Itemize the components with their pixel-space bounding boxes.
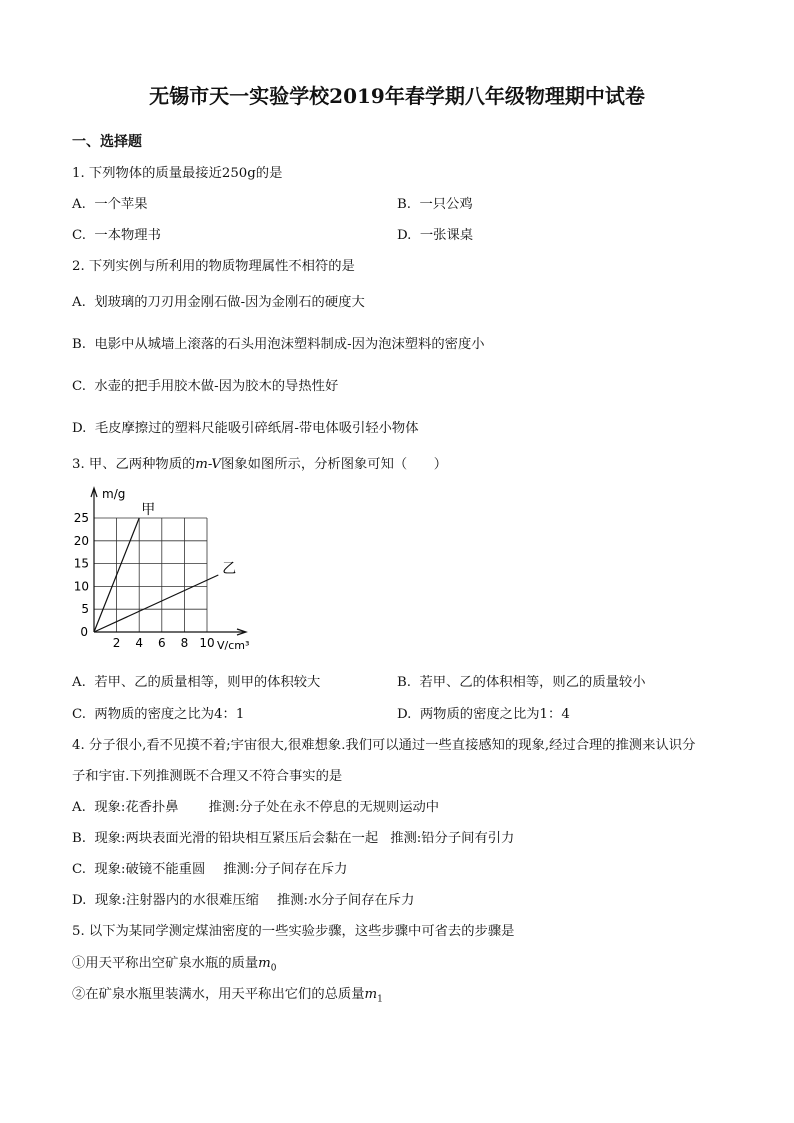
option-letter: B. xyxy=(397,675,411,690)
option-letter: C. xyxy=(72,862,86,877)
chart-grid xyxy=(94,518,207,632)
option-text: 电影中从城墙上滚落的石头用泡沫塑料制成-因为泡沫塑料的密度小 xyxy=(94,337,485,352)
option-text: 若甲、乙的质量相等，则甲的体积较大 xyxy=(94,675,321,690)
option-phenomenon: 现象:破镜不能重圆 xyxy=(94,862,206,877)
q3-option-a[interactable] xyxy=(72,671,320,690)
x-tick-label: 4 xyxy=(135,636,144,650)
q1-option-c[interactable] xyxy=(72,224,161,243)
q3-option-d[interactable] xyxy=(397,703,570,722)
y-tick-label: 10 xyxy=(73,579,89,594)
q1-option-d[interactable] xyxy=(397,224,473,243)
option-text: 划玻璃的刀刃用金刚石做-因为金刚石的硬度大 xyxy=(94,295,365,310)
q3-stem-pre: 3. 甲、乙两种物质的 xyxy=(72,457,196,472)
step-subscript: 0 xyxy=(270,963,277,974)
option-letter: A. xyxy=(72,295,86,310)
option-phenomenon: 现象:花香扑鼻 xyxy=(94,800,179,815)
q4-stem-line1: 4. 分子很小,看不见摸不着;宇宙很大,很难想象.我们可以通过一些直接感知的现象,经过合理的推测来认识分 xyxy=(72,738,696,753)
option-letter: D. xyxy=(72,893,87,908)
section-heading: 一、选择题 xyxy=(72,134,142,150)
option-letter: B. xyxy=(72,831,86,846)
step-text: ②在矿泉水瓶里装满水，用天平称出它们的总质量 xyxy=(72,987,365,1002)
q1-stem: 1. 下列物体的质量最接近250g的是 xyxy=(72,166,283,181)
option-letter: A. xyxy=(72,800,86,815)
option-inference: 推测:水分子间存在斥力 xyxy=(276,893,415,908)
y-tick-label: 15 xyxy=(73,556,89,571)
q5-stem: 5. 以下为某同学测定煤油密度的一些实验步骤，这些步骤中可省去的步骤是 xyxy=(72,924,515,939)
mv-chart xyxy=(60,482,290,657)
option-letter: C. xyxy=(72,379,86,394)
q4-option-c[interactable] xyxy=(72,858,347,877)
y-tick-label: 5 xyxy=(81,602,89,617)
page-title: 无锡市天一实验学校2019年春学期八年级物理期中试卷 xyxy=(149,84,645,108)
q5-step-1 xyxy=(72,952,277,974)
q2-option-d[interactable] xyxy=(72,417,419,436)
y-tick-label: 20 xyxy=(73,533,89,548)
x-axis-label: V/cm³ xyxy=(217,639,250,652)
q1-option-b[interactable] xyxy=(397,193,473,212)
q4-stem-line2: 子和宇宙.下列推测既不合理又不符合事实的是 xyxy=(72,769,343,784)
q2-option-b[interactable] xyxy=(72,333,485,352)
x-tick-label: 8 xyxy=(180,636,189,650)
option-text: 一只公鸡 xyxy=(419,197,473,212)
option-inference: 推测:分子间存在斥力 xyxy=(223,862,348,877)
option-text: 一张课桌 xyxy=(419,228,474,243)
q3-stem-post: 图象如图所示，分析图象可知（ ） xyxy=(221,457,448,472)
option-letter: D. xyxy=(397,707,412,722)
y-axis-label: m/g xyxy=(102,487,126,501)
series-label-yi: 乙 xyxy=(222,561,237,577)
option-letter: A. xyxy=(72,197,86,212)
step-variable: m xyxy=(364,987,378,1002)
option-text: 两物质的密度之比为1：4 xyxy=(419,707,570,722)
q3-stem-variable: m-V xyxy=(195,457,222,472)
option-inference: 推测:分子处在永不停息的无规则运动中 xyxy=(208,800,440,815)
option-phenomenon: 现象:注射器内的水很难压缩 xyxy=(94,893,259,908)
option-text: 一个苹果 xyxy=(94,197,148,212)
chart-series xyxy=(94,518,218,632)
option-text: 一本物理书 xyxy=(94,228,161,243)
option-letter: D. xyxy=(72,421,87,436)
option-phenomenon: 现象:两块表面光滑的铅块相互紧压后会黏在一起 xyxy=(94,831,379,846)
option-text: 毛皮摩擦过的塑料尺能吸引碎纸屑-带电体吸引轻小物体 xyxy=(94,421,419,436)
q3-stem xyxy=(72,453,447,472)
option-letter: D. xyxy=(397,228,412,243)
q4-option-b[interactable] xyxy=(72,827,514,846)
option-inference: 推测:铅分子间有引力 xyxy=(390,831,515,846)
option-letter: A. xyxy=(72,675,86,690)
option-text: 水壶的把手用胶木做-因为胶木的导热性好 xyxy=(94,379,339,394)
option-text: 两物质的密度之比为4：1 xyxy=(94,707,245,722)
step-subscript: 1 xyxy=(377,994,383,1005)
chart-labels xyxy=(102,487,249,652)
step-variable: m xyxy=(258,956,271,971)
q5-step-2 xyxy=(72,983,383,1005)
x-tick-label: 2 xyxy=(112,636,121,650)
q3-option-c[interactable] xyxy=(72,703,244,722)
x-tick-label: 6 xyxy=(157,636,166,650)
origin-label: 0 xyxy=(80,625,88,639)
x-tick-label: 10 xyxy=(199,636,215,650)
series-label-jia: 甲 xyxy=(141,502,156,518)
q2-stem: 2. 下列实例与所利用的物质物理属性不相符的是 xyxy=(72,259,355,274)
q2-option-c[interactable] xyxy=(72,375,338,394)
q2-option-a[interactable] xyxy=(72,291,365,310)
option-letter: C. xyxy=(72,707,86,722)
q4-option-a[interactable] xyxy=(72,796,439,815)
option-text: 若甲、乙的体积相等，则乙的质量较小 xyxy=(419,675,646,690)
option-letter: B. xyxy=(72,337,86,352)
y-tick-label: 25 xyxy=(73,511,89,525)
option-letter: C. xyxy=(72,228,86,243)
q3-option-b[interactable] xyxy=(397,671,646,690)
q1-option-a[interactable] xyxy=(72,193,148,212)
option-letter: B. xyxy=(397,197,411,212)
q4-option-d[interactable] xyxy=(72,889,414,908)
step-text: ①用天平称出空矿泉水瓶的质量 xyxy=(72,956,259,971)
